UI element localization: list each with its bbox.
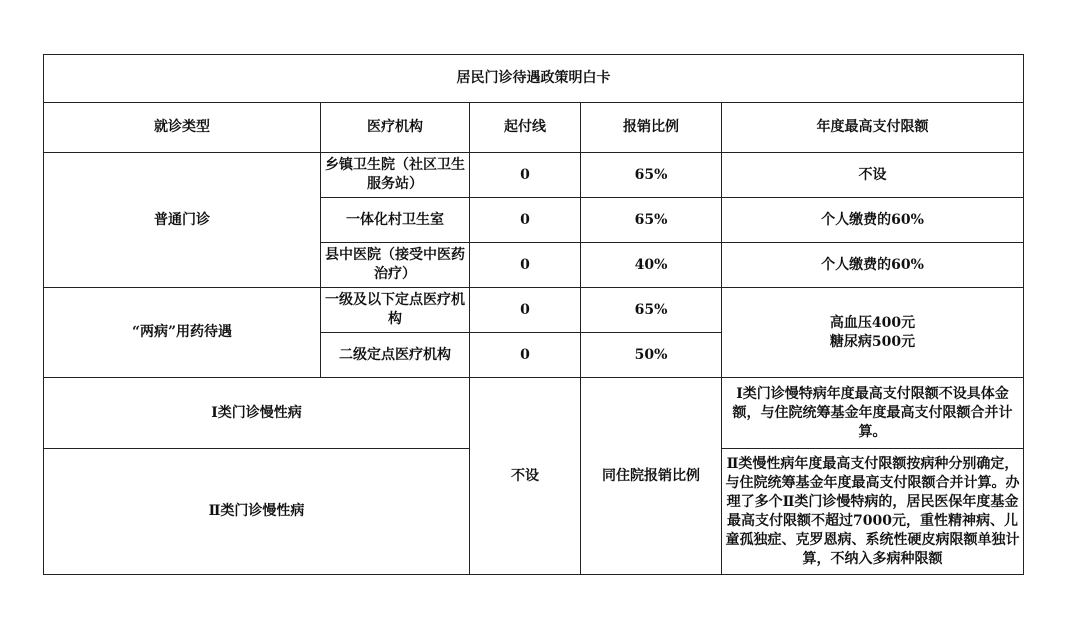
ratio-cell: 50% bbox=[581, 333, 722, 378]
institution-cell: 一级及以下定点医疗机构 bbox=[321, 288, 470, 333]
chronic-class1-limit: Ⅰ类门诊慢特病年度最高支付限额不设具体金额，与住院统筹基金年度最高支付限额合并计算。 bbox=[722, 378, 1024, 449]
table-title: 居民门诊待遇政策明白卡 bbox=[44, 55, 1024, 103]
institution-cell: 乡镇卫生院（社区卫生服务站） bbox=[321, 153, 470, 198]
chronic-class1-type: Ⅰ类门诊慢性病 bbox=[44, 378, 470, 449]
ratio-cell: 40% bbox=[581, 243, 722, 288]
ratio-cell: 65% bbox=[581, 288, 722, 333]
limit-hypertension: 高血压400元 bbox=[829, 314, 916, 331]
institution-cell: 一体化村卫生室 bbox=[321, 198, 470, 243]
threshold-cell: 0 bbox=[470, 288, 581, 333]
chronic-class2-type: Ⅱ类门诊慢性病 bbox=[44, 449, 470, 575]
limit-cell: 个人缴费的60% bbox=[722, 198, 1024, 243]
threshold-cell: 0 bbox=[470, 333, 581, 378]
policy-table bbox=[43, 54, 1024, 575]
threshold-cell: 0 bbox=[470, 153, 581, 198]
two-diseases-type: “两病”用药待遇 bbox=[44, 288, 321, 378]
threshold-cell: 0 bbox=[470, 243, 581, 288]
institution-cell: 县中医院（接受中医药治疗） bbox=[321, 243, 470, 288]
chronic-ratio: 同住院报销比例 bbox=[581, 378, 722, 575]
table-row bbox=[44, 378, 1024, 449]
header-annual-limit: 年度最高支付限额 bbox=[722, 103, 1024, 153]
chronic-class2-limit: Ⅱ类慢性病年度最高支付限额按病种分别确定，与住院统筹基金年度最高支付限额合并计算。办理了多个Ⅱ类门诊慢特病的，居民医保年度基金最高支付限额不超过7000元，重性精神病、儿童孤独症、克罗恩病、系统性硬皮病限额单独计算，不纳入多病种限额 bbox=[722, 449, 1024, 575]
ratio-cell: 65% bbox=[581, 198, 722, 243]
table-row bbox=[44, 288, 1024, 333]
limit-diabetes: 糖尿病500元 bbox=[829, 333, 916, 350]
institution-cell: 二级定点医疗机构 bbox=[321, 333, 470, 378]
general-outpatient-type: 普通门诊 bbox=[44, 153, 321, 288]
table-row bbox=[44, 153, 1024, 198]
header-row bbox=[44, 103, 1024, 153]
header-ratio: 报销比例 bbox=[581, 103, 722, 153]
threshold-cell: 0 bbox=[470, 198, 581, 243]
header-visit-type: 就诊类型 bbox=[44, 103, 321, 153]
limit-cell: 不设 bbox=[722, 153, 1024, 198]
header-institution: 医疗机构 bbox=[321, 103, 470, 153]
ratio-cell: 65% bbox=[581, 153, 722, 198]
chronic-threshold: 不设 bbox=[470, 378, 581, 575]
limit-cell: 个人缴费的60% bbox=[722, 243, 1024, 288]
two-diseases-limit bbox=[722, 288, 1024, 378]
header-threshold: 起付线 bbox=[470, 103, 581, 153]
title-row bbox=[44, 55, 1024, 103]
